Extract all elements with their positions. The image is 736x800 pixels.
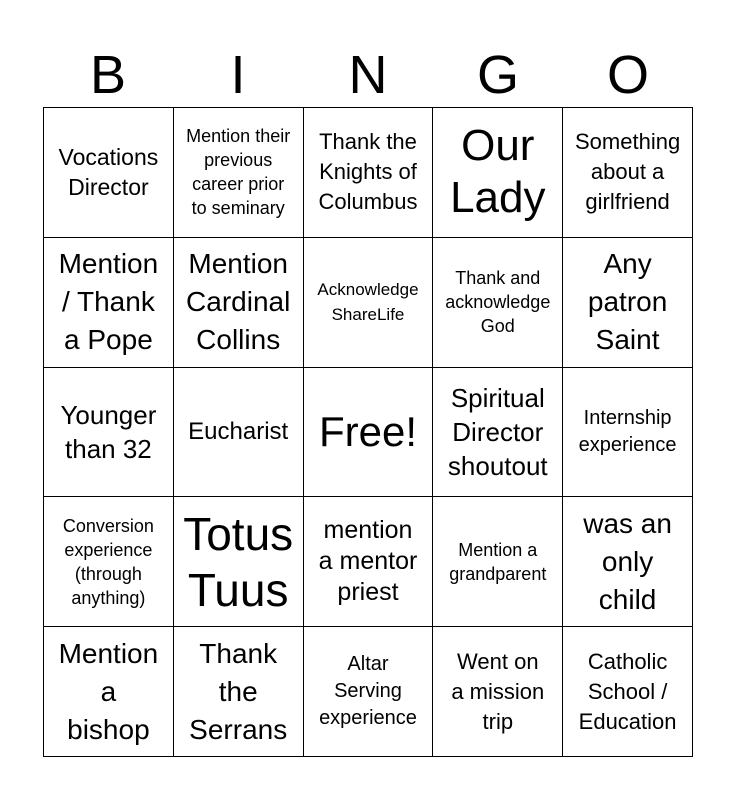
bingo-cell[interactable]: [304, 108, 434, 238]
header-letter-g: G: [476, 45, 519, 105]
cell-text: Any patron Saint: [587, 248, 668, 356]
cell-text: Spiritual Director shoutout: [447, 382, 548, 481]
cell-text: Mention Cardinal Collins: [186, 248, 291, 356]
bingo-cell[interactable]: [174, 497, 304, 627]
cell-text: Went on a mission trip: [451, 648, 545, 734]
bingo-cell[interactable]: [304, 627, 434, 757]
bingo-cell[interactable]: [44, 108, 174, 238]
cell-text: Mention / Thank a Pope: [58, 248, 159, 356]
bingo-cell[interactable]: [433, 497, 563, 627]
cell-text: Mention their previous career prior to seminary: [186, 126, 291, 219]
bingo-header: [43, 44, 693, 106]
cell-text: Younger than 32: [60, 399, 157, 464]
cell-text: Internship experience: [578, 406, 677, 456]
cell-text: Eucharist: [188, 417, 289, 445]
cell-text: Acknowledge ShareLife: [317, 280, 419, 325]
header-letter-b: B: [89, 45, 127, 105]
bingo-cell[interactable]: [433, 368, 563, 498]
cell-text: Thank and acknowledge God: [445, 268, 551, 337]
bingo-cell[interactable]: [563, 497, 693, 627]
bingo-cell[interactable]: [174, 238, 304, 368]
bingo-cell[interactable]: [433, 627, 563, 757]
header-letter-n: N: [348, 45, 388, 105]
cell-text: Conversion experience (through anything): [62, 515, 154, 608]
cell-text: Thank the Knights of Columbus: [318, 129, 418, 215]
cell-text: Catholic School / Education: [578, 648, 677, 734]
cell-text: Altar Serving experience: [319, 653, 417, 730]
bingo-cell[interactable]: [174, 108, 304, 238]
cell-text: mention a mentor priest: [318, 516, 418, 607]
bingo-cell[interactable]: [44, 497, 174, 627]
bingo-cell[interactable]: [304, 238, 434, 368]
bingo-cell[interactable]: [44, 238, 174, 368]
bingo-cell[interactable]: [304, 368, 434, 498]
bingo-cell[interactable]: [433, 108, 563, 238]
cell-text: Mention a grandparent: [449, 539, 547, 584]
cell-text: Vocations Director: [58, 144, 159, 201]
cell-text: Mention a bishop: [58, 637, 159, 745]
cell-text: was an only child: [583, 507, 672, 615]
cell-text: Our Lady: [450, 121, 546, 223]
bingo-cell[interactable]: [433, 238, 563, 368]
bingo-cell[interactable]: [563, 108, 693, 238]
header-letter-i: I: [230, 45, 246, 105]
bingo-cell[interactable]: [304, 497, 434, 627]
bingo-cell[interactable]: [563, 368, 693, 498]
header-letter-o: O: [606, 45, 649, 105]
free-space: Free!: [318, 407, 417, 455]
bingo-cell[interactable]: [44, 368, 174, 498]
cell-text: Thank the Serrans: [189, 637, 288, 745]
bingo-card-grid: [43, 107, 693, 757]
bingo-cell[interactable]: [563, 627, 693, 757]
cell-text: Something about a girlfriend: [575, 129, 681, 215]
cell-text: Totus Tuus: [183, 507, 294, 616]
bingo-cell[interactable]: [563, 238, 693, 368]
bingo-cell[interactable]: [174, 368, 304, 498]
bingo-cell[interactable]: [174, 627, 304, 757]
bingo-cell[interactable]: [44, 627, 174, 757]
